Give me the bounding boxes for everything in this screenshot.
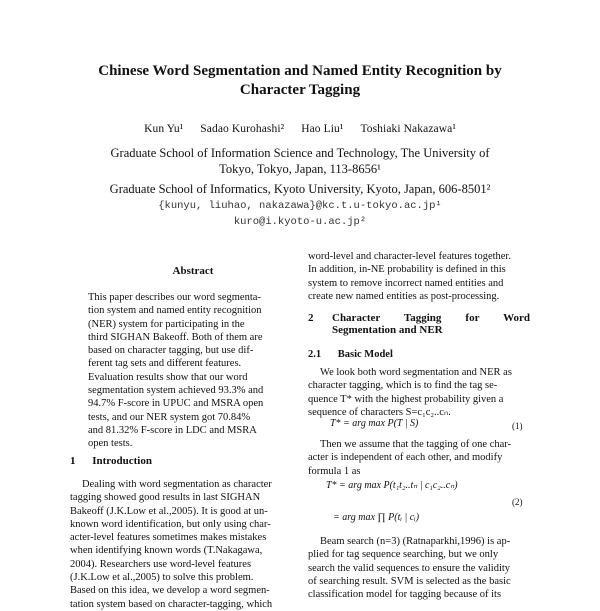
- abstract-line: 94.7% F-score in UPUC and MSRA open: [88, 398, 264, 410]
- equation-2-number: (2): [512, 497, 523, 507]
- body-line: search the valid sequences to ensure the validity: [308, 562, 511, 574]
- body-line: We look both word segmentation and NER as: [320, 367, 512, 378]
- email-1: {kunyu, liuhao, nakazawa}@kc.t.u-tokyo.ac.jp¹: [158, 200, 442, 212]
- intro-line: known word identification, but only using char-: [70, 518, 271, 530]
- basic-model-para-2: [308, 438, 530, 478]
- equation-2b: = arg max ∏ P(tᵢ | cᵢ): [333, 512, 420, 523]
- body-line: quence T* with the highest probability given a: [308, 393, 504, 405]
- abstract-body: [88, 291, 298, 451]
- title-line-2: Character Tagging: [239, 82, 361, 98]
- equation-1-number: (1): [512, 421, 523, 431]
- abstract-heading: Abstract: [172, 265, 214, 277]
- body-line: classification model for tagging because of its: [308, 589, 502, 601]
- author: Sadao Kurohashi²: [200, 123, 285, 135]
- equation-2a: T* = arg max P(t₁t₂..tₙ | c₁c₂..cₙ): [326, 480, 458, 491]
- affiliation-1-line-2: Tokyo, Tokyo, Japan, 113-8656¹: [219, 162, 381, 176]
- abstract-line: ferent tag sets and different features.: [88, 358, 242, 370]
- author: Kun Yu¹: [144, 123, 184, 135]
- affiliation-2: Graduate School of Informatics, Kyoto University, Kyoto, Japan, 606-8501²: [109, 182, 491, 196]
- abstract-line: based on character tagging, but use dif-: [88, 345, 254, 357]
- equation-1: T* = arg max P(T | S): [330, 418, 419, 429]
- email-2: kuro@i.kyoto-u.ac.jp²: [233, 216, 367, 228]
- section-2-1-number: 2.1: [308, 349, 322, 360]
- basic-model-para-3: [308, 535, 530, 601]
- intro-line: Bakeoff (J.K.Low et al.,2005). It is good at un-: [70, 505, 268, 517]
- intro-line: acter-level features sometimes makes mistakes: [70, 532, 267, 544]
- section-2-number: 2: [308, 312, 314, 324]
- section-1-heading: [70, 455, 152, 467]
- body-line: formula 1 as: [308, 465, 361, 477]
- body-line: plied for tag sequence searching, but we only: [308, 549, 499, 561]
- right-top-body: [308, 250, 530, 303]
- author: Hao Liu¹: [301, 123, 344, 135]
- body-line: system to remove incorrect named entities and: [308, 277, 504, 289]
- abstract-line: and 81.32% F-score in LDC and MSRA: [88, 424, 257, 436]
- section-2-1-title: Basic Model: [337, 349, 393, 360]
- abstract-line: segmentation system achieved 93.3% and: [88, 385, 264, 397]
- body-line: sequence of characters S=c₁c₂..cₙ.: [308, 406, 451, 418]
- body-line: word-level and character-level features together.: [308, 251, 511, 262]
- abstract-line: third SIGHAN Bakeoff. Both of them are: [88, 331, 263, 343]
- intro-body: [70, 478, 292, 611]
- section-1-number: 1: [70, 455, 76, 467]
- body-line: In addition, in-NE probability is defined in this: [308, 264, 506, 276]
- section-2-title-line-2: Segmentation and NER: [332, 324, 443, 336]
- affiliation-1: [60, 145, 540, 177]
- body-line: Beam search (n=3) (Ratnaparkhi,1996) is ap-: [320, 536, 511, 547]
- section-2-1-heading: [308, 349, 393, 360]
- paper-title: [60, 62, 540, 100]
- body-line: acter is independent of each other, and modify: [308, 452, 503, 464]
- body-line: Then we assume that the tagging of one char-: [320, 439, 512, 450]
- abstract-line: open tests.: [88, 438, 133, 450]
- affiliation-1-line-1: Graduate School of Information Science and Technology, The University of: [110, 146, 490, 160]
- intro-line: tagging showed good results in last SIGHAN: [70, 492, 261, 504]
- basic-model-para-1: [308, 366, 530, 419]
- intro-line: tation system based on character-tagging, which: [70, 598, 273, 610]
- section-2-title-line-1: Character Tagging for Word: [332, 312, 530, 324]
- abstract-line: tion system and named entity recognition: [88, 305, 262, 317]
- abstract-line: This paper describes our word segmenta-: [88, 292, 261, 303]
- body-line: create new named entities as post-processing.: [308, 290, 500, 302]
- author: Toshiaki Nakazawa¹: [360, 123, 456, 135]
- section-1-title: Introduction: [92, 455, 152, 467]
- intro-line: (J.K.Low et al.,2005) to solve this problem.: [70, 572, 254, 584]
- intro-line: Based on this idea, we develop a word segmen-: [70, 585, 270, 597]
- body-line: of searching result. SVM is selected as the basic: [308, 575, 511, 587]
- intro-line: 2004). Researchers use word-level features: [70, 558, 252, 570]
- abstract-line: (NER) system for participating in the: [88, 318, 245, 330]
- body-line: character tagging, which is to find the tag se-: [308, 380, 498, 392]
- title-line-1: Chinese Word Segmentation and Named Entity Recognition by: [98, 63, 502, 79]
- abstract-line: Evaluation results show that our word: [88, 371, 248, 383]
- author-list: [0, 123, 600, 135]
- abstract-line: tests, and our NER system got 70.84%: [88, 411, 251, 423]
- section-2-heading: [308, 312, 530, 336]
- intro-line: Dealing with word segmentation as character: [82, 479, 272, 490]
- intro-line: when identifying known words (T.Nakagawa,: [70, 545, 263, 557]
